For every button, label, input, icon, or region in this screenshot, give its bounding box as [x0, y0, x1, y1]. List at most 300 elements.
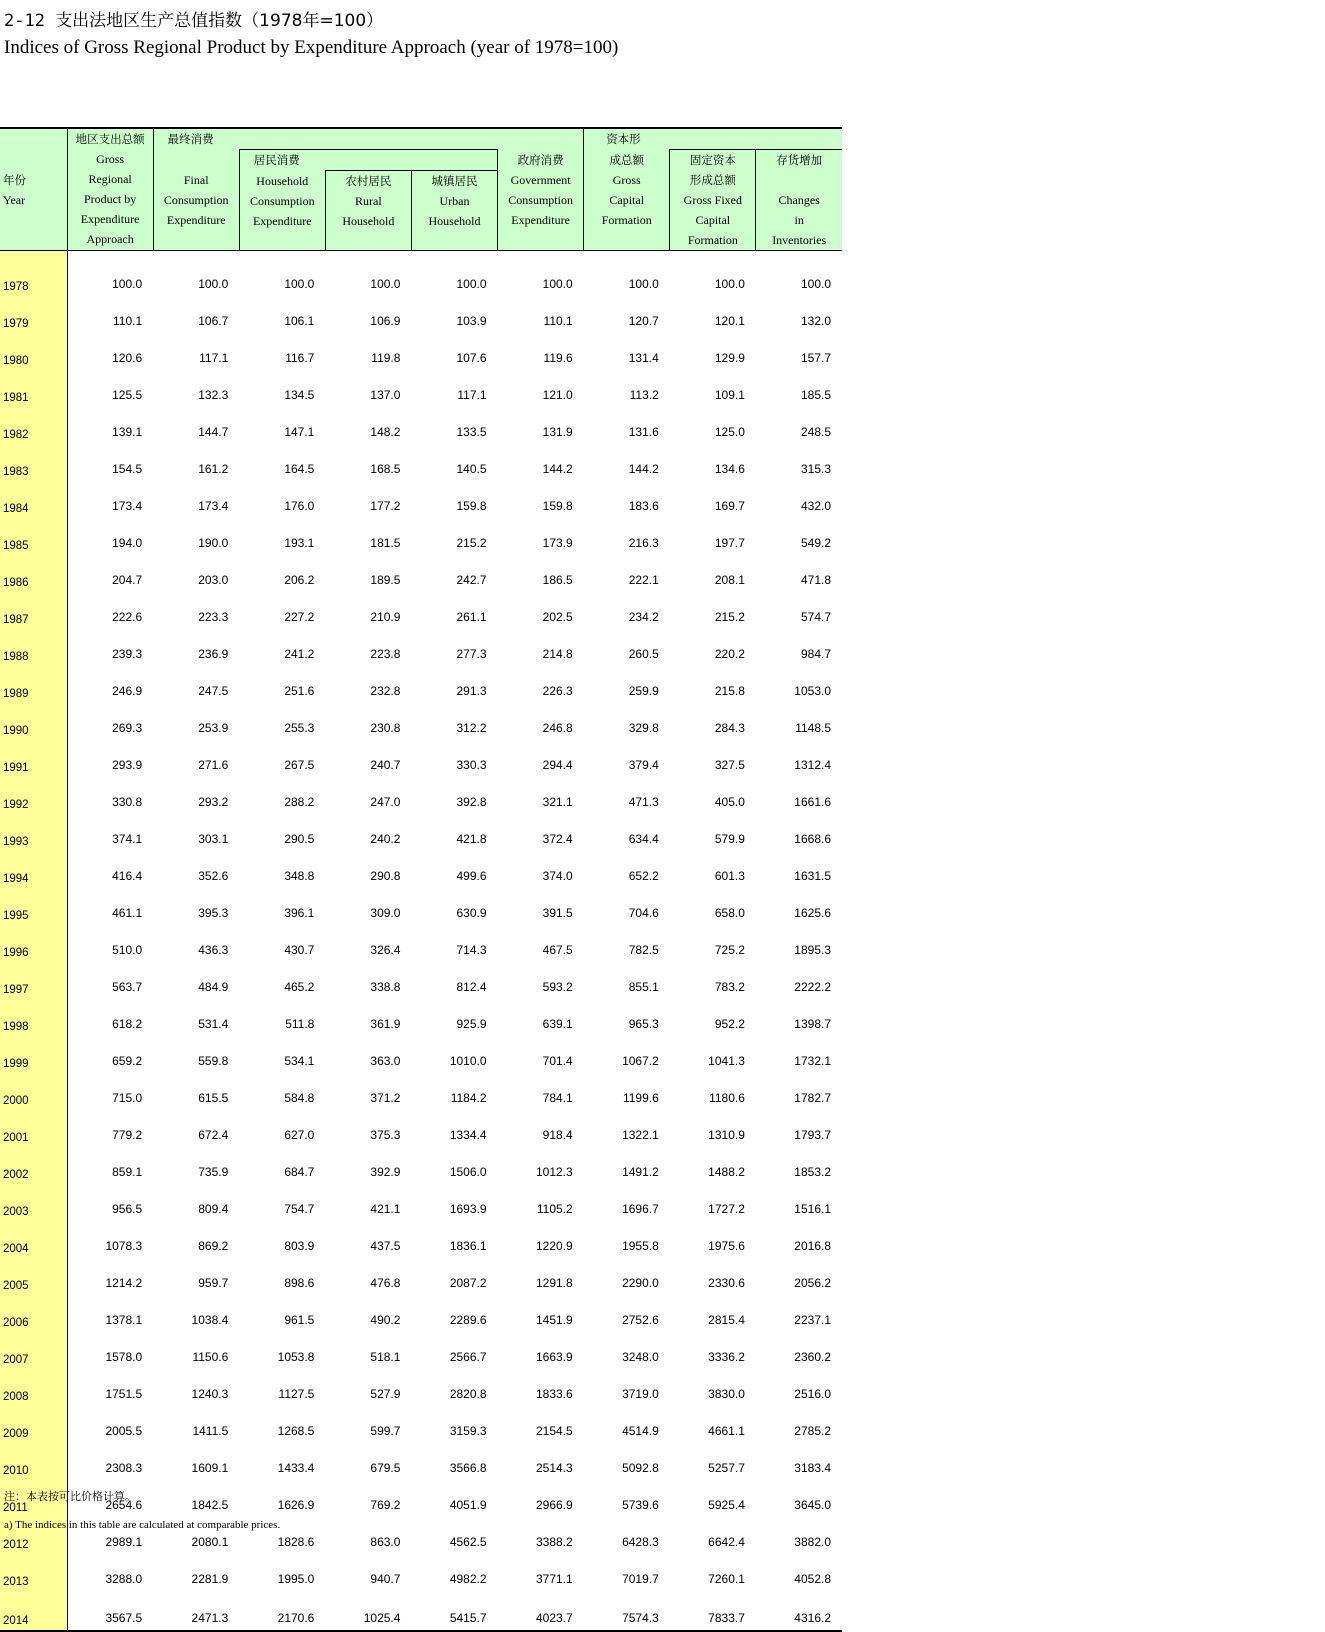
table-cell: 106.1	[284, 314, 315, 328]
row-year: 1997	[0, 962, 67, 999]
table-cell: 181.5	[370, 536, 401, 550]
header-grp	[67, 128, 153, 251]
table-cell: 223.8	[370, 647, 401, 661]
row-year: 1978	[0, 251, 67, 297]
row-year: 2005	[0, 1258, 67, 1295]
footnote-cn: 注：本表按可比价格计算。	[4, 1490, 136, 1503]
table-cell: 379.4	[628, 758, 659, 772]
row-year: 1979	[0, 296, 67, 333]
table-cell: 168.5	[370, 462, 401, 476]
table-row	[0, 1295, 842, 1332]
header-gov-en1: Government	[510, 172, 571, 187]
header-gcf	[584, 150, 670, 251]
table-cell: 312.2	[456, 721, 487, 735]
table-cell: 173.4	[112, 499, 143, 513]
row-year: 1989	[0, 666, 67, 703]
header-rural-cn: 农村居民	[345, 174, 392, 188]
table-cell: 134.6	[714, 462, 745, 476]
header-final-en3: Expenditure	[166, 212, 226, 227]
table-cell: 210.9	[370, 610, 401, 624]
table-cell: 329.8	[628, 721, 659, 735]
table-cell: 1067.2	[622, 1054, 659, 1068]
table-cell: 134.5	[284, 388, 315, 402]
table-cell: 563.7	[112, 980, 143, 994]
header-final-cn: 最终消费	[167, 132, 214, 146]
table-cell: 117.1	[199, 351, 229, 365]
table-cell: 271.6	[198, 758, 229, 772]
table-cell: 7574.3	[584, 1591, 670, 1631]
table-cell: 2330.6	[708, 1276, 745, 1290]
table-cell: 1053.0	[794, 684, 831, 698]
table-row	[0, 1591, 842, 1631]
header-gfcf-en1: Gross Fixed	[683, 193, 742, 207]
table-cell: 1693.9	[449, 1202, 487, 1216]
table-cell: 214.8	[542, 647, 573, 661]
table-cell: 176.0	[284, 499, 315, 513]
table-row	[0, 1443, 842, 1480]
table-cell: 109.1	[714, 388, 745, 402]
table-cell: 7260.1	[708, 1572, 745, 1586]
table-cell: 1433.4	[277, 1461, 315, 1475]
table-cell: 157.7	[800, 351, 831, 365]
row-year: 1990	[0, 703, 67, 740]
table-row	[0, 1147, 842, 1184]
table-cell: 1378.1	[105, 1313, 143, 1327]
table-cell: 679.5	[370, 1461, 401, 1475]
table-cell: 189.5	[370, 573, 401, 587]
table-cell: 593.2	[542, 980, 573, 994]
table-cell: 754.7	[284, 1202, 315, 1216]
table-cell: 2237.1	[794, 1313, 831, 1327]
table-cell: 1732.1	[794, 1054, 831, 1068]
table-cell: 5739.6	[622, 1498, 659, 1512]
header-year	[0, 128, 67, 251]
header-year-en: Year	[3, 192, 26, 207]
table-cell: 5925.4	[708, 1498, 745, 1512]
table-row	[0, 851, 842, 888]
table-cell: 531.4	[198, 1017, 229, 1031]
table-row	[0, 481, 842, 518]
header-inv-en2: in	[794, 213, 804, 227]
header-rural-en2: Household	[342, 214, 395, 228]
table-cell: 193.1	[284, 536, 315, 550]
table-cell: 3159.3	[449, 1424, 487, 1438]
table-row	[0, 518, 842, 555]
table-cell: 3771.1	[535, 1572, 573, 1586]
table-cell: 779.2	[112, 1128, 143, 1142]
table-cell: 461.1	[112, 906, 143, 920]
table-cell: 194.0	[112, 536, 143, 550]
table-row	[0, 925, 842, 962]
table-cell: 2989.1	[105, 1535, 143, 1549]
table-cell: 1853.2	[794, 1165, 831, 1179]
table-cell: 121.0	[542, 388, 573, 402]
table-cell: 222.6	[112, 610, 143, 624]
table-cell: 4562.5	[449, 1535, 487, 1549]
table-cell: 925.9	[456, 1017, 487, 1031]
table-cell: 1751.5	[105, 1387, 143, 1401]
table-cell: 261.1	[456, 610, 487, 624]
table-cell: 1975.6	[708, 1239, 745, 1253]
table-cell: 371.2	[370, 1091, 401, 1105]
table-cell: 430.7	[284, 943, 315, 957]
table-cell: 2514.3	[535, 1461, 573, 1475]
table-cell: 3288.0	[105, 1572, 143, 1586]
table-row	[0, 888, 842, 925]
header-grp-cn: 地区支出总额	[75, 132, 145, 146]
header-gcf-cn2: 成总额	[609, 152, 644, 167]
table-cell: 4514.9	[622, 1424, 659, 1438]
table-cell: 1334.4	[449, 1128, 487, 1142]
row-year: 2003	[0, 1184, 67, 1221]
row-year: 1988	[0, 629, 67, 666]
header-gfcf-en3: Formation	[687, 233, 738, 247]
header-household-cn: 居民消费	[253, 153, 300, 167]
table-cell: 1078.3	[105, 1239, 143, 1253]
table-cell: 1895.3	[794, 943, 831, 957]
table-cell: 131.4	[628, 351, 659, 365]
table-cell: 117.1	[457, 388, 487, 402]
table-cell: 3336.2	[708, 1350, 745, 1364]
row-year: 2012	[0, 1517, 67, 1554]
table-cell: 1291.8	[535, 1276, 573, 1290]
table-cell: 186.5	[542, 573, 573, 587]
table-cell: 510.0	[112, 943, 143, 957]
table-cell: 222.1	[628, 573, 659, 587]
table-cell: 132.3	[198, 388, 229, 402]
table-cell: 391.5	[542, 906, 573, 920]
table-cell: 639.1	[542, 1017, 573, 1031]
table-cell: 499.6	[456, 869, 487, 883]
table-cell: 1668.6	[794, 832, 831, 846]
table-cell: 161.2	[198, 462, 229, 476]
table-cell: 2785.2	[794, 1424, 831, 1438]
table-row	[0, 1184, 842, 1221]
table-cell: 1995.0	[277, 1572, 315, 1586]
table-cell: 2056.2	[794, 1276, 831, 1290]
table-cell: 704.6	[628, 906, 659, 920]
table-cell: 288.2	[284, 795, 315, 809]
table-cell: 144.2	[628, 462, 659, 476]
table-cell: 260.5	[628, 647, 659, 661]
table-cell: 4051.9	[449, 1498, 487, 1512]
table-cell: 206.2	[284, 573, 315, 587]
header-gov	[498, 150, 584, 251]
table-cell: 330.8	[112, 795, 143, 809]
table-cell: 374.0	[542, 869, 573, 883]
title-cn-text: 支出法地区生产总值指数（1978年=100）	[55, 11, 384, 31]
row-year: 1996	[0, 925, 67, 962]
table-cell: 100.0	[112, 277, 143, 291]
table-cell: 2289.6	[449, 1313, 487, 1327]
table-cell: 2966.9	[535, 1498, 573, 1512]
table-cell: 1214.2	[105, 1276, 143, 1290]
table-cell: 1268.5	[277, 1424, 315, 1438]
row-year: 1999	[0, 1036, 67, 1073]
table-cell: 100.0	[714, 277, 745, 291]
row-year: 2014	[0, 1591, 67, 1631]
table-cell: 467.5	[542, 943, 573, 957]
table-number: 2-12	[4, 11, 56, 31]
table-cell: 1782.7	[794, 1091, 831, 1105]
table-cell: 131.6	[628, 425, 659, 439]
table-cell: 574.7	[800, 610, 831, 624]
table-cell: 3719.0	[622, 1387, 659, 1401]
table-row	[0, 629, 842, 666]
table-cell: 2170.6	[239, 1591, 325, 1631]
header-gcf-en1: Gross	[612, 172, 641, 187]
table-cell: 961.5	[284, 1313, 315, 1327]
table-cell: 511.8	[285, 1017, 315, 1031]
table-cell: 251.6	[284, 684, 315, 698]
table-cell: 315.3	[800, 462, 831, 476]
table-cell: 859.1	[112, 1165, 143, 1179]
table-cell: 396.1	[284, 906, 315, 920]
row-year: 2000	[0, 1073, 67, 1110]
table-cell: 855.1	[628, 980, 659, 994]
table-cell: 169.7	[714, 499, 745, 513]
table-cell: 190.0	[198, 536, 229, 550]
row-year: 1995	[0, 888, 67, 925]
table-row	[0, 1406, 842, 1443]
header-gcf-en3: Formation	[601, 212, 652, 227]
row-year: 1986	[0, 555, 67, 592]
table-cell: 2281.9	[191, 1572, 229, 1586]
table-cell: 1038.4	[191, 1313, 229, 1327]
table-row	[0, 444, 842, 481]
table-cell: 106.7	[198, 314, 229, 328]
table-row	[0, 703, 842, 740]
table-cell: 2815.4	[708, 1313, 745, 1327]
table-cell: 1609.1	[191, 1461, 229, 1475]
table-cell: 100.0	[284, 277, 315, 291]
table-cell: 940.7	[370, 1572, 401, 1586]
header-final-en2: Consumption	[163, 192, 229, 207]
table-cell: 144.7	[198, 425, 229, 439]
row-year: 2006	[0, 1295, 67, 1332]
header-final	[153, 150, 239, 251]
table-cell: 437.5	[370, 1239, 401, 1253]
header-gcf-cn1-cell	[584, 128, 842, 150]
header-inv-cn: 存货增加	[776, 153, 823, 167]
table-cell: 471.8	[800, 573, 831, 587]
table-cell: 125.0	[714, 425, 745, 439]
header-household-en3: Expenditure	[252, 213, 312, 228]
table-cell: 3567.5	[67, 1591, 153, 1631]
table-cell: 432.0	[800, 499, 831, 513]
table-cell: 147.1	[284, 425, 315, 439]
table-cell: 223.3	[198, 610, 229, 624]
table-cell: 197.7	[714, 536, 745, 550]
table-cell: 6642.4	[708, 1535, 745, 1549]
table-cell: 2154.5	[535, 1424, 573, 1438]
table-cell: 116.7	[285, 351, 315, 365]
table-cell: 234.2	[628, 610, 659, 624]
row-year: 2011	[0, 1480, 67, 1517]
table-cell: 421.8	[456, 832, 487, 846]
table-cell: 1631.5	[794, 869, 831, 883]
table-cell: 584.8	[284, 1091, 315, 1105]
table-cell: 1451.9	[535, 1313, 573, 1327]
header-urban-en1: Urban	[439, 194, 470, 208]
table-row	[0, 592, 842, 629]
table-cell: 375.3	[370, 1128, 401, 1142]
table-cell: 672.4	[198, 1128, 229, 1142]
header-year-cn: 年份	[3, 172, 26, 187]
table-cell: 203.0	[198, 573, 229, 587]
table-cell: 809.4	[198, 1202, 229, 1216]
table-cell: 309.0	[370, 906, 401, 920]
table-cell: 405.0	[714, 795, 745, 809]
data-table-container	[0, 127, 842, 1632]
table-cell: 599.7	[370, 1424, 401, 1438]
table-cell: 1150.6	[192, 1350, 229, 1364]
table-cell: 4316.2	[756, 1591, 842, 1631]
table-cell: 725.2	[714, 943, 745, 957]
table-cell: 220.2	[714, 647, 745, 661]
table-cell: 5415.7	[411, 1591, 497, 1631]
table-cell: 965.3	[628, 1017, 659, 1031]
row-year: 1987	[0, 592, 67, 629]
table-cell: 246.9	[112, 684, 143, 698]
header-gov-en2: Consumption	[508, 192, 573, 207]
table-cell: 2471.3	[153, 1591, 239, 1631]
table-cell: 1663.9	[535, 1350, 573, 1364]
table-cell: 103.9	[456, 314, 487, 328]
table-cell: 769.2	[370, 1498, 401, 1512]
table-row	[0, 1110, 842, 1147]
table-cell: 177.2	[370, 499, 401, 513]
table-cell: 185.5	[800, 388, 831, 402]
table-cell: 956.5	[112, 1202, 143, 1216]
row-year: 1994	[0, 851, 67, 888]
table-cell: 106.9	[370, 314, 401, 328]
table-cell: 290.5	[284, 832, 315, 846]
table-row	[0, 555, 842, 592]
table-cell: 1053.8	[277, 1350, 315, 1364]
table-cell: 1842.5	[191, 1498, 229, 1512]
table-cell: 2654.6	[105, 1498, 143, 1512]
table-cell: 630.9	[456, 906, 487, 920]
table-cell: 4661.1	[708, 1424, 745, 1438]
table-cell: 627.0	[284, 1128, 315, 1142]
table-cell: 1836.1	[449, 1239, 487, 1253]
row-year: 1983	[0, 444, 67, 481]
table-cell: 1491.2	[622, 1165, 659, 1179]
table-cell: 269.3	[112, 721, 143, 735]
table-row	[0, 296, 842, 333]
table-cell: 107.6	[456, 351, 487, 365]
table-cell: 952.2	[714, 1017, 745, 1031]
table-cell: 232.8	[370, 684, 401, 698]
table-cell: 113.2	[629, 388, 659, 402]
header-final-en1: Final	[183, 172, 209, 187]
table-cell: 3882.0	[794, 1535, 831, 1549]
table-cell: 247.0	[370, 795, 401, 809]
table-cell: 132.0	[800, 314, 831, 328]
header-gfcf	[670, 150, 756, 251]
table-row	[0, 407, 842, 444]
header-inventories	[756, 150, 842, 251]
table-cell: 215.2	[714, 610, 745, 624]
table-row	[0, 740, 842, 777]
header-gfcf-en2: Capital	[695, 213, 731, 227]
table-body	[0, 251, 842, 1632]
table-cell: 1148.5	[795, 721, 831, 735]
table-cell: 1184.2	[450, 1091, 487, 1105]
table-cell: 361.9	[370, 1017, 401, 1031]
table-row	[0, 251, 842, 297]
table-cell: 183.6	[628, 499, 659, 513]
table-cell: 293.2	[198, 795, 229, 809]
row-year: 2013	[0, 1554, 67, 1591]
page-title-en: Indices of Gross Regional Product by Expenditure Approach (year of 1978=100)	[4, 37, 619, 58]
table-cell: 131.9	[542, 425, 573, 439]
table-row	[0, 370, 842, 407]
table-cell: 293.9	[112, 758, 143, 772]
table-cell: 2820.8	[449, 1387, 487, 1401]
table-cell: 863.0	[370, 1535, 401, 1549]
page-title-cn	[4, 6, 383, 31]
header-gcf-cn1: 资本形	[606, 132, 641, 146]
table-cell: 290.8	[370, 869, 401, 883]
table-cell: 392.8	[456, 795, 487, 809]
table-cell: 241.2	[284, 647, 315, 661]
table-cell: 1322.1	[622, 1128, 659, 1142]
table-cell: 1955.8	[622, 1239, 659, 1253]
table-cell: 4023.7	[498, 1591, 584, 1631]
table-cell: 534.1	[284, 1054, 315, 1068]
table-cell: 1240.3	[191, 1387, 229, 1401]
table-cell: 3248.0	[622, 1350, 659, 1364]
table-cell: 652.2	[628, 869, 659, 883]
table-cell: 5092.8	[622, 1461, 659, 1475]
row-year: 2001	[0, 1110, 67, 1147]
table-cell: 5257.7	[708, 1461, 745, 1475]
table-cell: 348.8	[284, 869, 315, 883]
table-cell: 701.4	[542, 1054, 573, 1068]
header-inv-en3: Inventories	[772, 233, 827, 247]
header-gov-cn: 政府消费	[517, 152, 564, 167]
table-cell: 2360.2	[794, 1350, 831, 1364]
table-cell: 202.5	[542, 610, 573, 624]
header-grp-en4: Expenditure	[80, 212, 140, 226]
table-cell: 2516.0	[794, 1387, 831, 1401]
header-grp-en5: Approach	[86, 232, 134, 246]
table-cell: 476.8	[370, 1276, 401, 1290]
row-year: 2009	[0, 1406, 67, 1443]
header-grp-en3: Product by	[83, 192, 137, 206]
table-cell: 484.9	[198, 980, 229, 994]
footnote-en: a) The indices in this table are calculated at comparable prices.	[4, 1519, 281, 1531]
header-inv-en1: Changes	[778, 193, 820, 207]
table-row	[0, 1258, 842, 1295]
table-cell: 1105.2	[536, 1202, 573, 1216]
table-cell: 236.9	[198, 647, 229, 661]
row-year: 1992	[0, 777, 67, 814]
table-cell: 1010.0	[449, 1054, 487, 1068]
table-cell: 129.9	[714, 351, 745, 365]
table-cell: 2308.3	[105, 1461, 143, 1475]
table-cell: 1310.9	[708, 1128, 745, 1142]
table-cell: 2087.2	[449, 1276, 487, 1290]
table-cell: 1833.6	[535, 1387, 573, 1401]
table-cell: 3566.8	[449, 1461, 487, 1475]
row-year: 1981	[0, 370, 67, 407]
table-cell: 3183.4	[794, 1461, 831, 1475]
table-cell: 215.2	[456, 536, 487, 550]
table-cell: 330.3	[456, 758, 487, 772]
